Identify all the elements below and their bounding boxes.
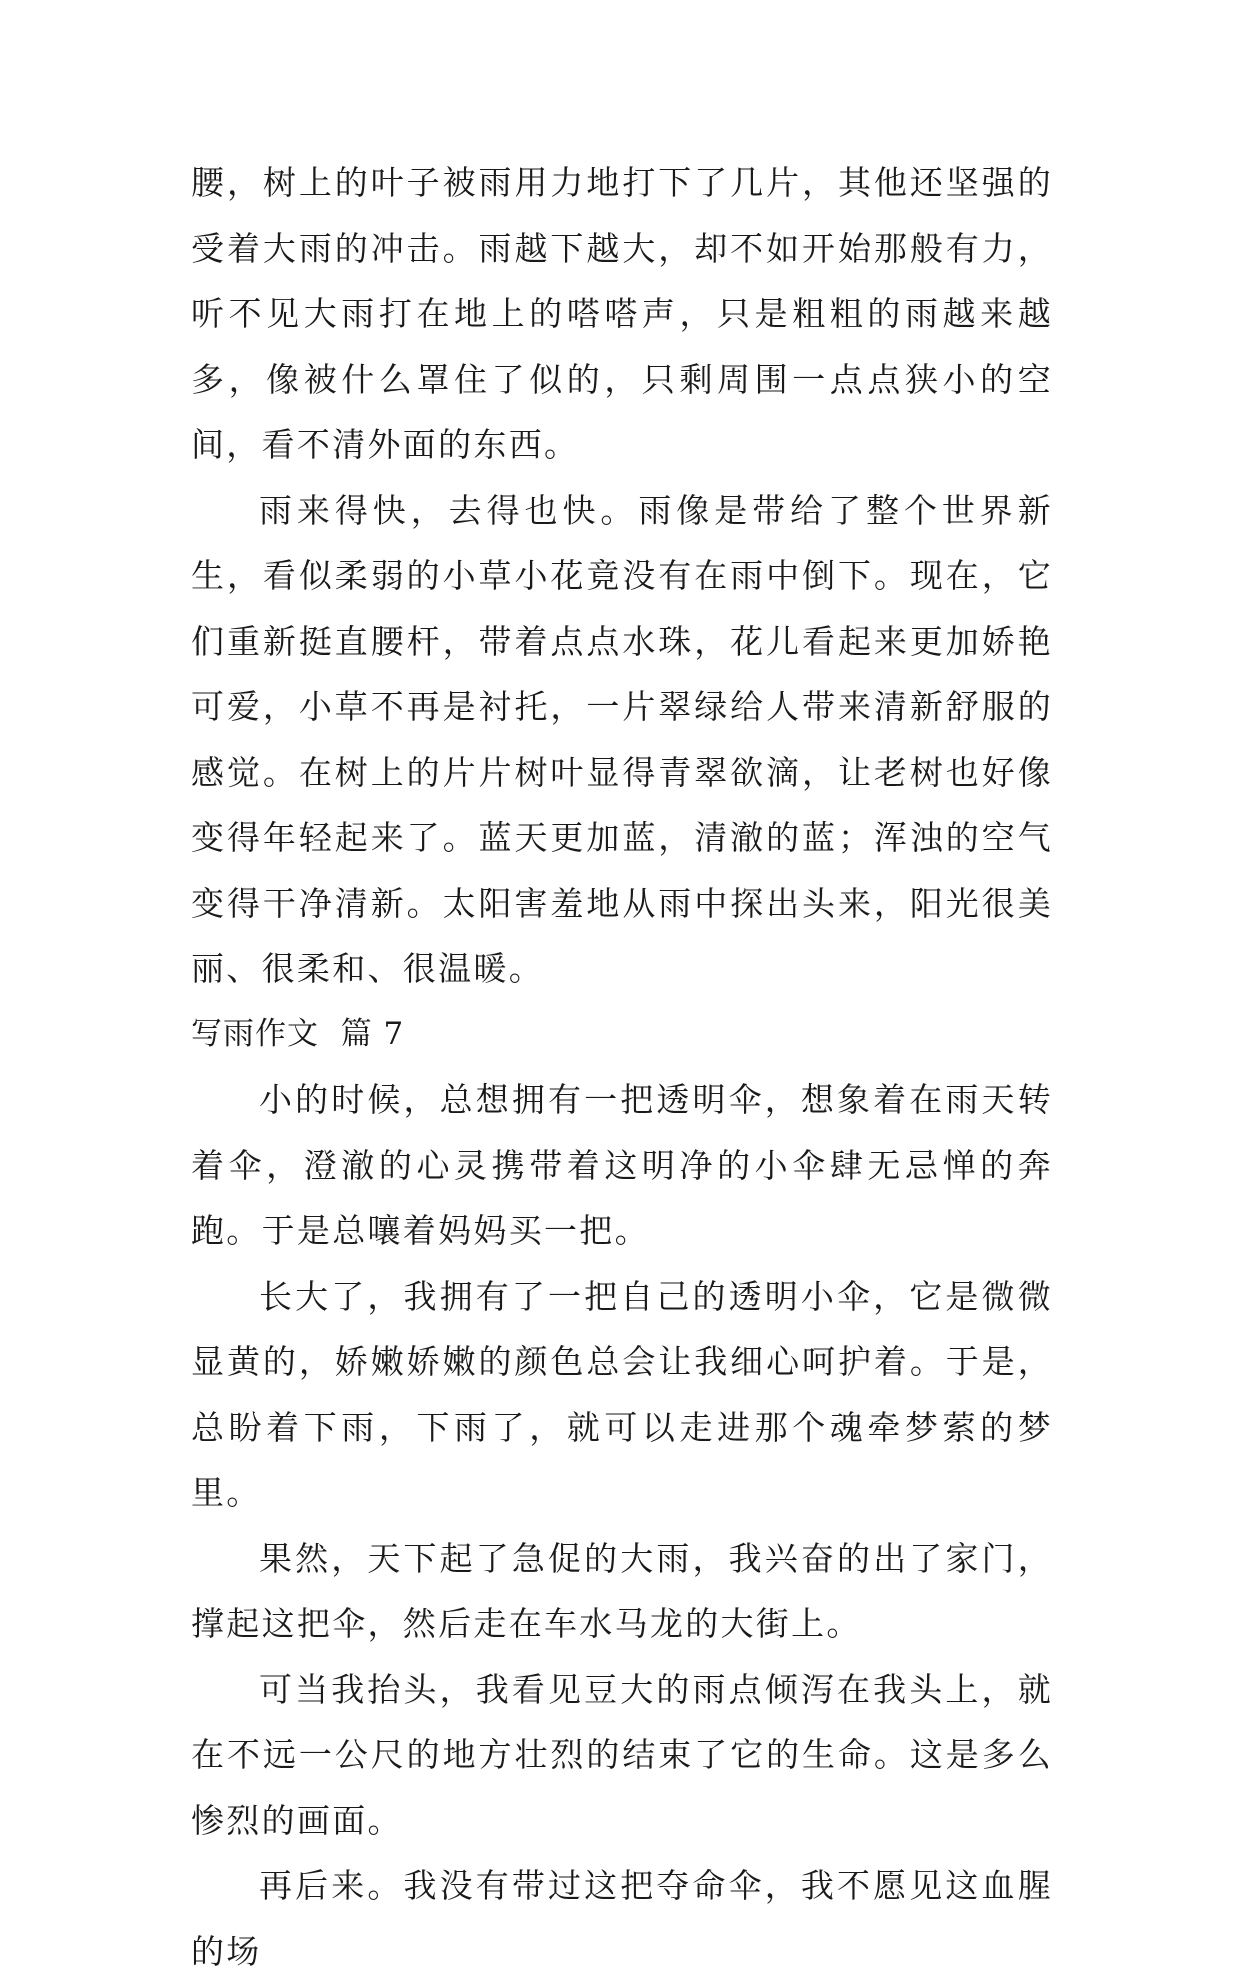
paragraph-4: 长大了，我拥有了一把自己的透明小伞，它是微微显黄的，娇嫩娇嫩的颜色总会让我细心呵护着。于是，总盼着下雨，下雨了，就可以走进那个魂牵梦萦的梦里。: [191, 1276, 1053, 1512]
paragraph-1: 腰，树上的叶子被雨用力地打下了几片，其他还坚强的受着大雨的冲击。雨越下越大，却不如开始那般有力，听不见大雨打在地上的嗒嗒声，只是粗粗的雨越来越多，像被什么罩住了似的，只剩周围一点点狭小的空间，看不清外面的东西。: [191, 163, 1053, 464]
section-heading: 写雨作文 篇 7: [191, 1015, 405, 1052]
paragraph-3: 小的时候，总想拥有一把透明伞，想象着在雨天转着伞，澄澈的心灵携带着这明净的小伞肆无忌惮的奔跑。于是总嚷着妈妈买一把。: [191, 1080, 1053, 1250]
paragraph-6: 可当我抬头，我看见豆大的雨点倾泻在我头上，就在不远一公尺的地方壮烈的结束了它的生命。这是多么惨烈的画面。: [191, 1669, 1053, 1840]
paragraph-2: 雨来得快，去得也快。雨像是带给了整个世界新生，看似柔弱的小草小花竟没有在雨中倒下。现在，它们重新挺直腰杆，带着点点水珠，花儿看起来更加娇艳可爱，小草不再是衬托，一片翠绿给人带来清新舒服的感觉。在树上的片片树叶显得青翠欲滴，让老树也好像变得年轻起来了。蓝天更加蓝，清澈的蓝；浑浊的空气变得干净清新。太阳害羞地从雨中探出头来，阳光很美丽、很柔和、很温暖。: [191, 490, 1053, 988]
paragraph-5: 果然，天下起了急促的大雨，我兴奋的出了家门，撑起这把伞，然后走在车水马龙的大街上。: [191, 1538, 1053, 1643]
document-body: [191, 150, 1053, 1984]
paragraph-7: 再后来。我没有带过这把夺命伞，我不愿见这血腥的场: [191, 1866, 1053, 1971]
